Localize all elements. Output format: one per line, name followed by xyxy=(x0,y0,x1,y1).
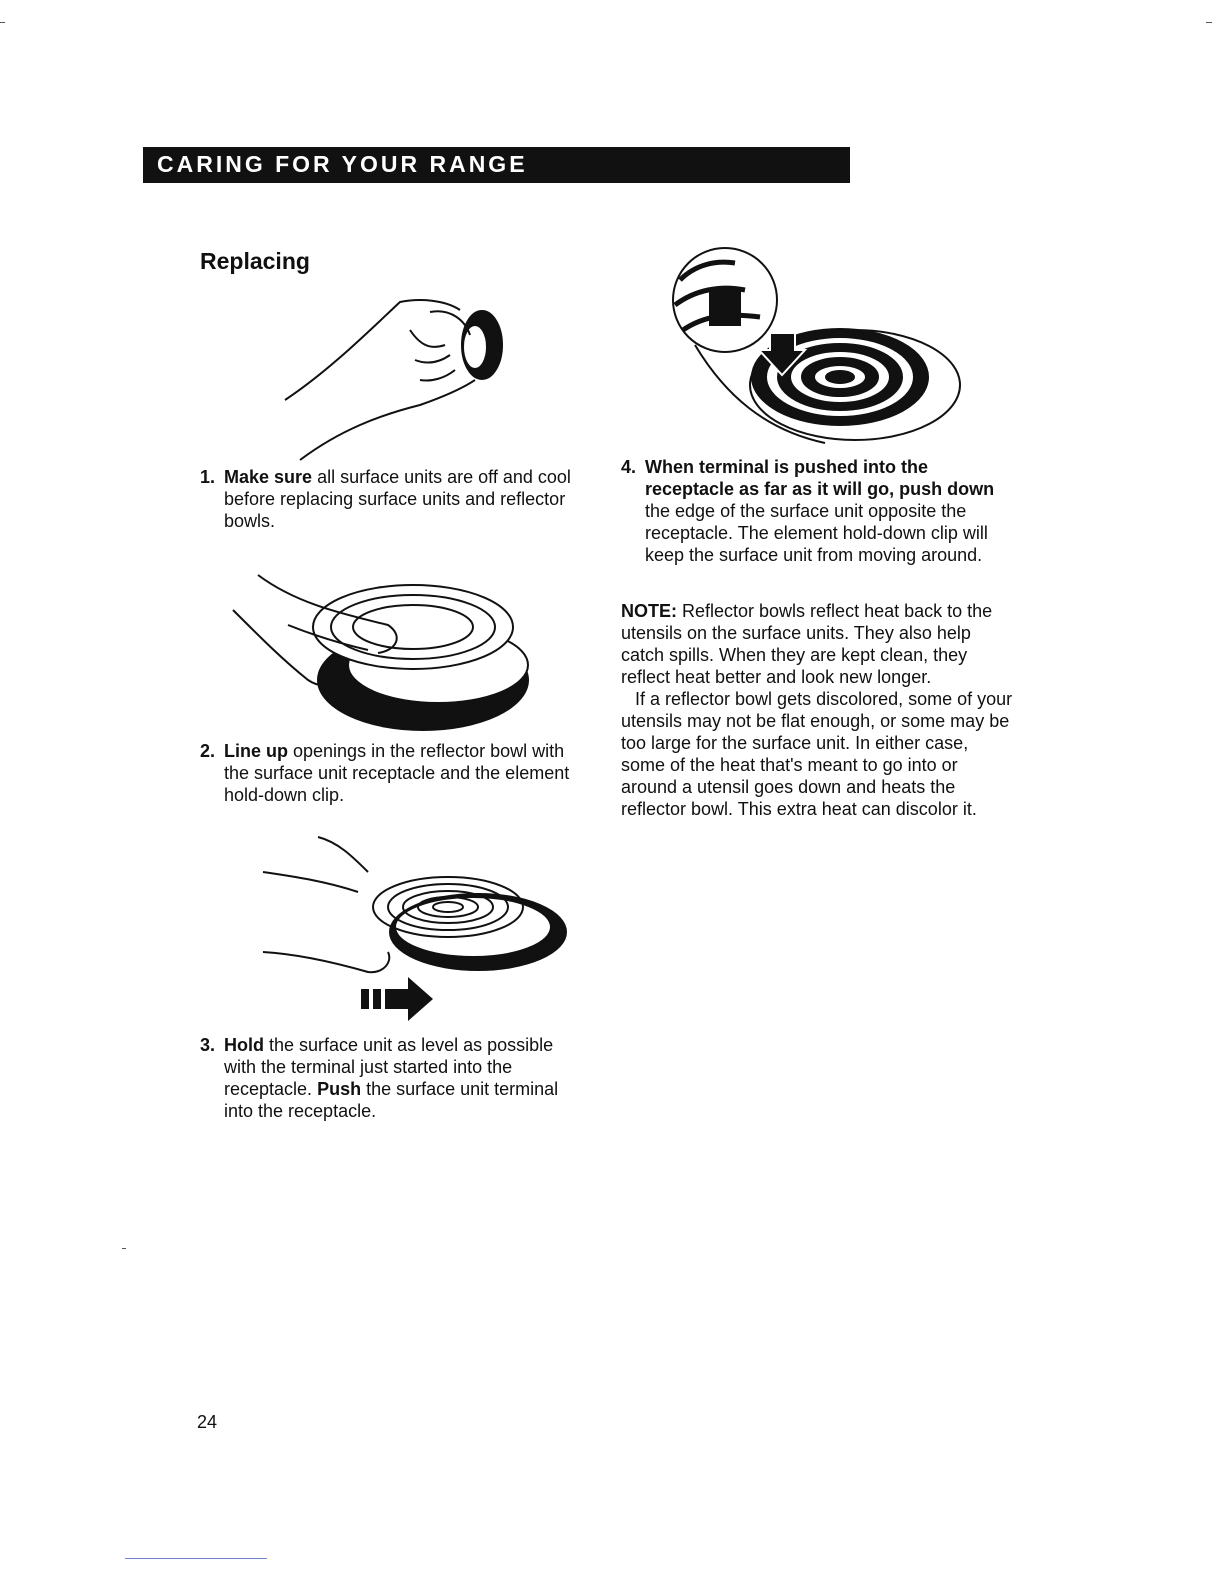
step-keyword: Line up xyxy=(224,741,288,761)
step-text: all surface units are off and cool before replacing surface units and reflector bowls. xyxy=(224,467,571,531)
step-keyword: When terminal is pushed into the receptacle as far as it will go, push down xyxy=(645,457,995,499)
reflector-bowl-alignment-illustration xyxy=(228,565,533,735)
step-keyword: Hold xyxy=(224,1035,264,1055)
insert-surface-unit-illustration xyxy=(258,832,573,1017)
step-text: the edge of the surface unit opposite the receptacle. The element hold-down clip will keep the surface unit from moving around. xyxy=(645,501,988,565)
push-down-surface-unit-illustration xyxy=(665,245,965,450)
step-number: 4. xyxy=(621,457,637,477)
step-text: the surface unit as level as possible with the terminal just started into the receptacle. xyxy=(224,1035,554,1099)
scan-speck xyxy=(122,1248,126,1249)
step-number: 1. xyxy=(200,467,216,487)
note-paragraph-2: If a reflector bowl gets discolored, some of your utensils may not be flat enough, or some may be too large for the surface unit. In either case, some of the heat that's meant to go into or around a utensil goes down and heats the reflector bowl. This extra heat can discolor it. xyxy=(621,689,1013,819)
step-text-2: the surface unit terminal into the receptacle. xyxy=(224,1079,559,1121)
step-keyword-2: Push xyxy=(317,1079,362,1099)
bottom-rule xyxy=(125,1558,267,1559)
step-2 xyxy=(200,740,590,806)
step-keyword: Make sure xyxy=(224,467,313,487)
step-number: 2. xyxy=(200,741,216,761)
scan-speck xyxy=(0,22,5,23)
note-label: NOTE: xyxy=(621,601,677,621)
step-number: 3. xyxy=(200,1035,216,1055)
step-3 xyxy=(200,1034,590,1122)
step-4 xyxy=(621,456,1016,566)
step-1 xyxy=(200,466,590,532)
reflector-bowl-note xyxy=(621,600,1016,820)
section-header-title: CARING FOR YOUR RANGE xyxy=(157,151,528,177)
section-header-bar xyxy=(143,147,850,183)
section-heading: Replacing xyxy=(200,248,310,274)
scan-speck xyxy=(1206,22,1212,23)
page-number: 24 xyxy=(197,1412,218,1432)
step-text: openings in the reflector bowl with the surface unit receptacle and the element hold-down clip. xyxy=(224,741,570,805)
hand-removing-surface-unit-illustration xyxy=(270,290,520,465)
note-paragraph-1: Reflector bowls reflect heat back to the utensils on the surface units. They also help catch spills. When they are kept clean, they reflect heat better and look new longer. xyxy=(621,601,993,687)
